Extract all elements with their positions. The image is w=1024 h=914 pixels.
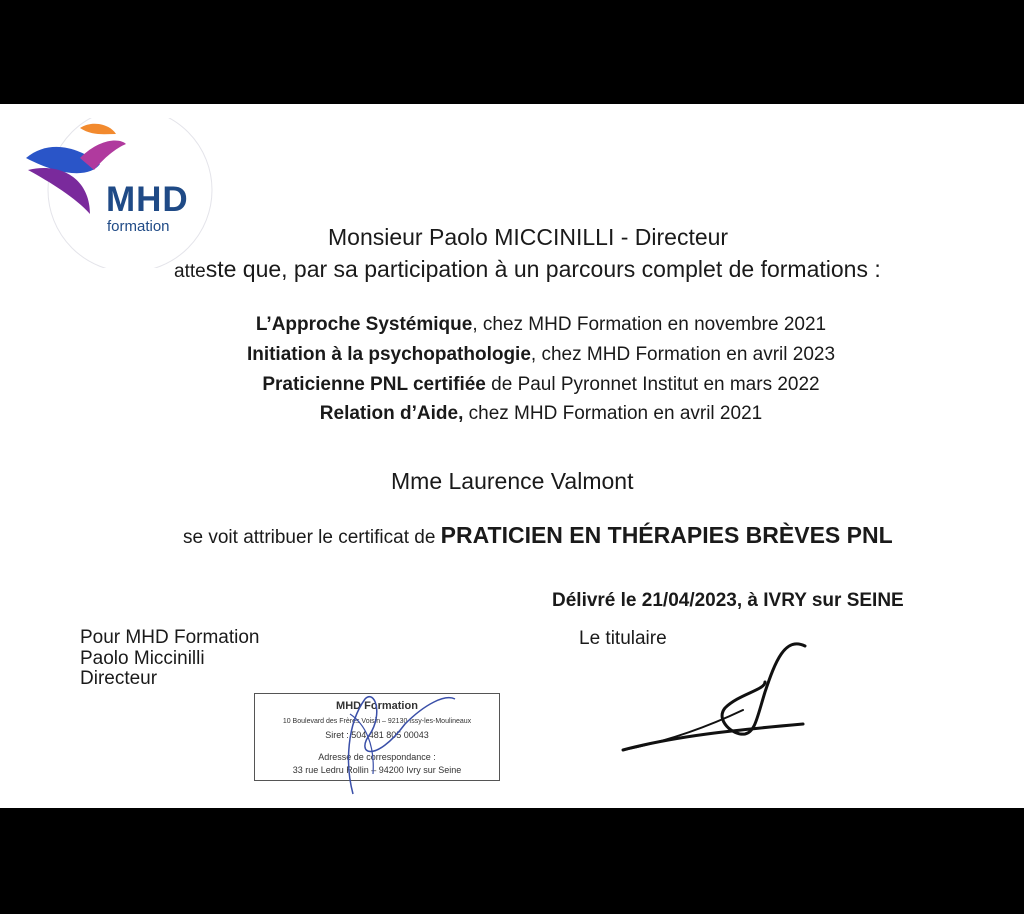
stamp-siret: Siret : 504 481 805 00043	[325, 730, 429, 740]
certificate-line	[183, 522, 893, 549]
course-name: Initiation à la psychopathologie	[246, 344, 531, 365]
certificate-title: PRATICIEN EN THÉRAPIES BRÈVES PNL	[440, 522, 893, 548]
course-line	[29, 403, 1024, 425]
stamp-title: MHD Formation	[336, 700, 418, 712]
course-detail: de Paul Pyronnet Institut en mars 2022	[485, 374, 820, 395]
holder-label: Le titulaire	[579, 628, 667, 649]
course-line	[29, 374, 1024, 396]
holder-signature-graphic	[615, 632, 815, 762]
company-stamp	[254, 693, 500, 781]
director-signature-graphic	[255, 694, 499, 804]
course-detail: , chez MHD Formation en novembre 2021	[472, 314, 827, 335]
signatory-org: Pour MHD Formation	[80, 627, 260, 648]
signatory-name: Paolo Miccinilli	[80, 648, 205, 669]
recipient-name: Mme Laurence Valmont	[391, 468, 634, 494]
certificate-prefix: se voit attribuer le certificat de	[183, 527, 441, 548]
course-detail: , chez MHD Formation en avril 2023	[530, 344, 836, 365]
course-name: Praticienne PNL certifiée	[262, 374, 486, 395]
course-name: Relation d’Aide,	[319, 403, 464, 424]
certificate-page	[0, 104, 1024, 808]
signatory-title: Directeur	[80, 668, 158, 689]
attestation-rest: ste que, par sa participation à un parcours complet de formations :	[205, 256, 881, 282]
delivery-line: Délivré le 21/04/2023, à IVRY sur SEINE	[552, 590, 904, 611]
director-line: Monsieur Paolo MICCINILLI - Directeur	[328, 224, 729, 250]
stamp-address: 10 Boulevard des Frères Voisin – 92130 Issy-les-Moulineaux	[282, 718, 472, 725]
stamp-correspondence-label: Adresse de correspondance :	[318, 752, 436, 762]
course-name: L’Approche Systémique	[255, 314, 473, 335]
attestation-line	[174, 256, 881, 283]
course-line	[29, 344, 1024, 366]
logo-sub-text: formation	[107, 218, 170, 235]
logo-brand-text: MHD	[106, 180, 189, 219]
course-line	[29, 314, 1024, 336]
stamp-correspondence-address: 33 rue Ledru Rollin – 94200 Ivry sur Seine	[292, 765, 462, 775]
mhd-logo	[20, 118, 220, 268]
course-detail: chez MHD Formation en avril 2021	[463, 403, 763, 424]
attestation-prefix: atte	[174, 261, 206, 282]
